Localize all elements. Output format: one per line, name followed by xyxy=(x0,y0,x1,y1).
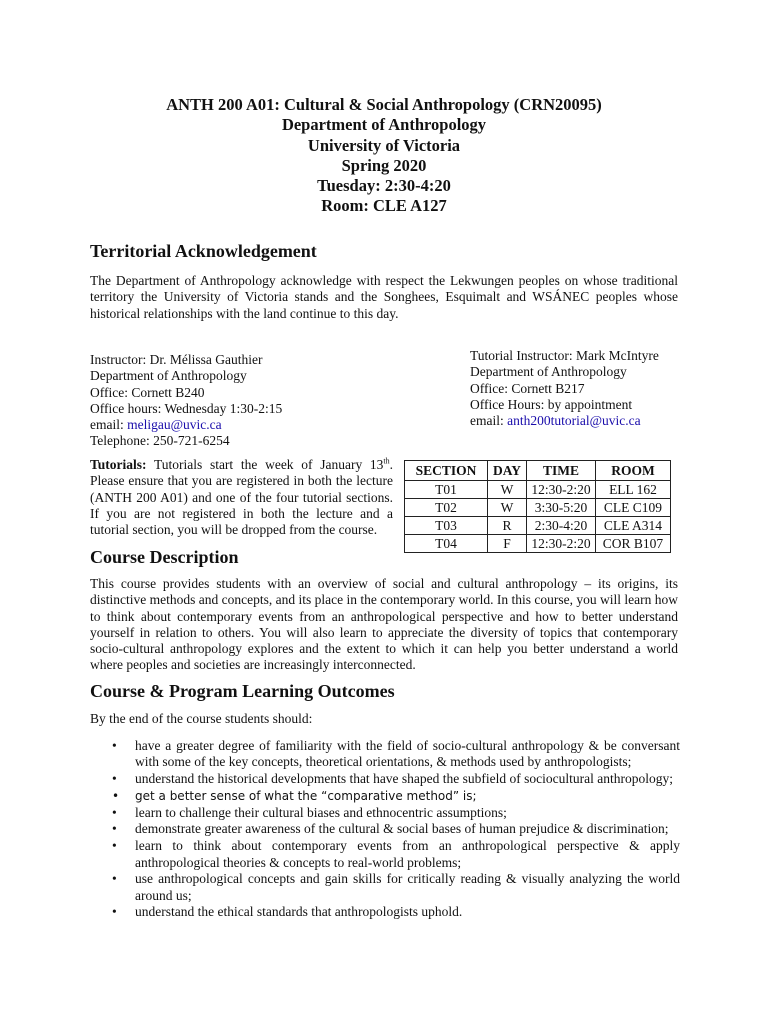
territorial-heading: Territorial Acknowledgement xyxy=(90,241,317,261)
cell-section: T03 xyxy=(405,517,488,535)
table-header-row xyxy=(405,461,671,481)
term: Spring 2020 xyxy=(341,155,427,175)
table-row xyxy=(405,535,671,553)
table-row xyxy=(405,499,671,517)
table-row xyxy=(405,517,671,535)
list-item: • get a better sense of what the “comparative method” is; xyxy=(90,788,680,804)
email-label: email: xyxy=(90,417,128,433)
instructor-department: Department of Anthropology xyxy=(90,368,247,384)
list-item: • learn to challenge their cultural biases and ethnocentric assumptions; xyxy=(90,805,680,821)
cell-section: T02 xyxy=(405,499,488,517)
tutorial-instructor-department: Department of Anthropology xyxy=(470,364,627,380)
university-name: University of Victoria xyxy=(307,135,461,155)
tutorial-instructor-email-link[interactable]: anth200tutorial@uvic.ca xyxy=(507,413,641,429)
cell-time: 12:30-2:20 xyxy=(527,481,596,499)
column-header-section: SECTION xyxy=(405,461,488,481)
document-header xyxy=(0,95,768,217)
column-header-time: TIME xyxy=(527,461,596,481)
outcomes-heading: Course & Program Learning Outcomes xyxy=(90,681,395,701)
cell-room: CLE C109 xyxy=(596,499,671,517)
course-description-text: This course provides students with an overview of social and cultural anthropology – its origins, its distinctive methods and concepts, and its place in the contemporary world. In this course, you will learn how to think about contemporary events from an anthropological perspective and how to better understand yourself in relation to others. You will also learn to appreciate the diversity of topics that contemporary socio-cultural anthropology explores and the extent to which it can help you better understand a world where peoples and societies are increasingly interconnected. xyxy=(90,576,678,673)
cell-room: ELL 162 xyxy=(596,481,671,499)
instructor-name: Instructor: Dr. Mélissa Gauthier xyxy=(90,352,263,367)
tutorials-text-end: . Please ensure that you are registered in both the lecture (ANTH 200 A01) and one of the four tutorial sections. If you are not registered in both the lecture and a tutorial section, you will be dropped from the course. xyxy=(90,457,393,538)
tutorial-instructor-hours: Office Hours: by appointment xyxy=(470,396,633,412)
column-header-day: DAY xyxy=(488,461,527,481)
course-description-heading: Course Description xyxy=(90,547,239,567)
cell-day: R xyxy=(488,517,527,535)
cell-time: 3:30-5:20 xyxy=(527,499,596,517)
cell-section: T01 xyxy=(405,481,488,499)
instructor-email-link[interactable]: meligau@uvic.ca xyxy=(127,417,222,433)
instructor-email-line xyxy=(90,417,282,433)
instructor-telephone: Telephone: 250-721-6254 xyxy=(90,433,230,449)
tutorials-text-start: Tutorials start the week of January 13 xyxy=(146,457,384,472)
instructor-hours: Office hours: Wednesday 1:30-2:15 xyxy=(90,400,283,416)
list-item: • understand the historical developments that have shaped the subfield of sociocultural anthropology; xyxy=(90,771,680,787)
department-name: Department of Anthropology xyxy=(281,115,487,135)
outcomes-intro: By the end of the course students should: xyxy=(90,711,313,726)
cell-room: COR B107 xyxy=(596,535,671,553)
territorial-text: The Department of Anthropology acknowledge with respect the Lekwungen peoples on whose traditional territory the University of Victoria stands and the Songhees, Esquimalt and WSÁNEC peoples whose historical relationships with the land continue to this day. xyxy=(90,273,678,321)
tutorial-instructor-info xyxy=(470,348,659,429)
table-row xyxy=(405,481,671,499)
class-schedule: Tuesday: 2:30-4:20 xyxy=(317,176,451,196)
tutorial-instructor-email-line xyxy=(470,413,659,429)
cell-day: W xyxy=(488,481,527,499)
cell-time: 2:30-4:20 xyxy=(527,517,596,535)
instructor-office: Office: Cornett B240 xyxy=(90,384,205,400)
course-title: ANTH 200 A01: Cultural & Social Anthropology (CRN20095) xyxy=(166,95,602,114)
tutorials-sup: th xyxy=(383,456,390,466)
cell-room: CLE A314 xyxy=(596,517,671,535)
list-item: • understand the ethical standards that anthropologists uphold. xyxy=(90,904,680,920)
list-item: • have a greater degree of familiarity with the field of socio-cultural anthropology & be conversant with some of the key concepts, theoretical orientations, & methods used by anthropologists; xyxy=(90,738,680,771)
instructor-info xyxy=(90,352,282,450)
cell-time: 12:30-2:20 xyxy=(527,535,596,553)
class-room: Room: CLE A127 xyxy=(321,196,447,216)
tutorials-label: Tutorials: xyxy=(90,457,147,472)
tutorial-schedule-table xyxy=(404,460,671,553)
outcomes-list xyxy=(90,738,680,921)
tutorials-paragraph xyxy=(90,457,393,538)
column-header-room: ROOM xyxy=(596,461,671,481)
email-label: email: xyxy=(470,413,508,429)
cell-day: F xyxy=(488,535,527,553)
tutorial-instructor-name: Tutorial Instructor: Mark McIntyre xyxy=(470,348,659,363)
list-item: • use anthropological concepts and gain skills for critically reading & visually analyzing the world around us; xyxy=(90,871,680,904)
cell-section: T04 xyxy=(405,535,488,553)
list-item: • learn to think about contemporary events from an anthropological perspective & apply anthropological theories & concepts to real-world problems; xyxy=(90,838,680,871)
list-item: • demonstrate greater awareness of the cultural & social bases of human prejudice & discrimination; xyxy=(90,821,680,837)
tutorial-instructor-office: Office: Cornett B217 xyxy=(470,380,585,396)
cell-day: W xyxy=(488,499,527,517)
